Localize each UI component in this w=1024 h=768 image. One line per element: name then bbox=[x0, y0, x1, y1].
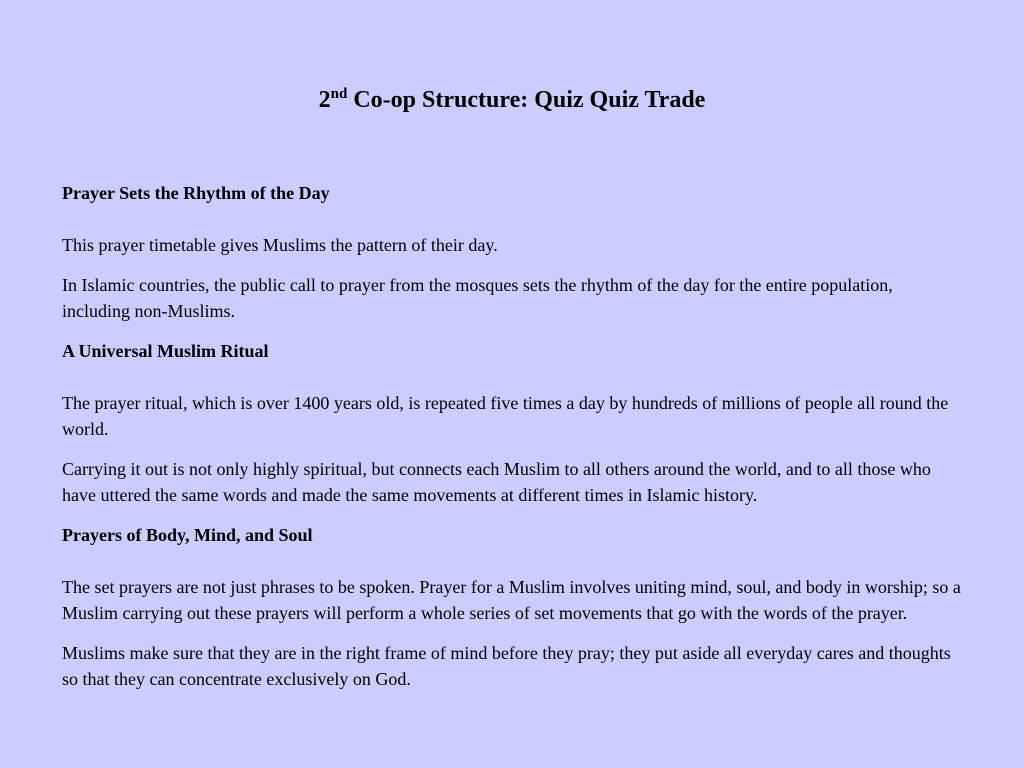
title-number: 2 bbox=[318, 87, 331, 113]
paragraph: Carrying it out is not only highly spiritual, but connects each Muslim to all others around the world, and to all those who have uttered the same words and made the same movements at different times in Islamic history. bbox=[62, 459, 931, 505]
slide-title bbox=[0, 84, 1024, 119]
section-heading: Prayer Sets the Rhythm of the Day bbox=[62, 183, 330, 203]
paragraph: The prayer ritual, which is over 1400 years old, is repeated five times a day by hundreds of millions of people all round the world. bbox=[62, 393, 949, 439]
section-heading: A Universal Muslim Ritual bbox=[62, 341, 269, 361]
title-text: Co-op Structure: Quiz Quiz Trade bbox=[353, 87, 706, 113]
paragraph: In Islamic countries, the public call to prayer from the mosques sets the rhythm of the day for the entire population, including non-Muslims. bbox=[62, 275, 893, 321]
section-heading: Prayers of Body, Mind, and Soul bbox=[62, 525, 313, 545]
slide-body bbox=[62, 180, 962, 706]
paragraph: The set prayers are not just phrases to be spoken. Prayer for a Muslim involves uniting mind, soul, and body in worship; so a Muslim carrying out these prayers will perform a whole series of set movements that go with the words of the prayer. bbox=[62, 577, 961, 623]
title-ordinal-suffix: nd bbox=[330, 86, 348, 102]
paragraph: This prayer timetable gives Muslims the pattern of their day. bbox=[62, 235, 498, 255]
paragraph: Muslims make sure that they are in the right frame of mind before they pray; they put aside all everyday cares and thoughts so that they can concentrate exclusively on God. bbox=[62, 643, 951, 689]
